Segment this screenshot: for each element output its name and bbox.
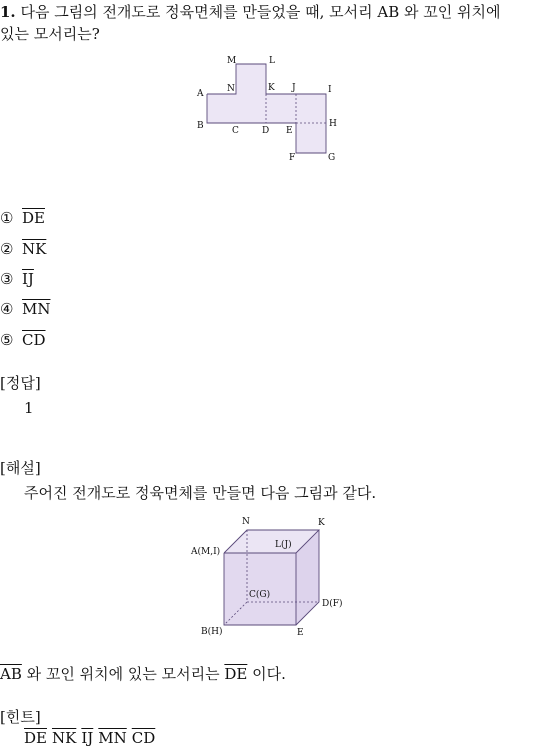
hint-item-ij: $\overline{IJ}$ <box>81 729 94 747</box>
net-label-m: M <box>227 56 237 66</box>
choice-1-text: $\overline{DE}$ <box>22 209 45 227</box>
conclusion-mid: 와 꼬인 위치에 있는 모서리는 <box>21 665 225 683</box>
choice-2[interactable] <box>0 239 46 259</box>
cube-label-e: E <box>297 628 304 638</box>
net-label-e: E <box>286 126 293 136</box>
net-face-bottom <box>296 123 326 153</box>
conclusion-de: $\overline{DE}$ <box>224 665 248 683</box>
answer-value: 1 <box>24 399 34 417</box>
net-label-g: G <box>328 153 336 163</box>
cube-label-lj: L(J) <box>275 540 292 550</box>
net-label-l: L <box>269 56 275 66</box>
question-line-1 <box>0 2 501 22</box>
hint-item-de: $\overline{DE}$ <box>24 729 47 747</box>
net-label-a: A <box>197 89 204 99</box>
question-number: 1. <box>0 3 16 21</box>
net-face-top <box>236 64 266 94</box>
choice-4[interactable] <box>0 299 50 319</box>
choice-1[interactable] <box>0 208 45 228</box>
net-label-k: K <box>268 83 275 93</box>
choice-4-text: $\overline{MN}$ <box>22 300 51 318</box>
choice-5-marker: ⑤ <box>0 331 14 349</box>
choice-3-text: $\overline{IJ}$ <box>22 270 34 288</box>
cube-label-bh: B(H) <box>201 627 223 637</box>
choice-2-text: $\overline{NK}$ <box>22 240 47 258</box>
hint-item-mn: $\overline{MN}$ <box>98 729 127 747</box>
net-face-row <box>207 94 326 123</box>
cube-label-k: K <box>318 518 325 528</box>
choice-5[interactable] <box>0 330 46 350</box>
choice-3-marker: ③ <box>0 270 14 288</box>
choice-1-marker: ① <box>0 209 14 227</box>
net-label-c: C <box>232 126 239 136</box>
choice-5-text: $\overline{CD}$ <box>22 331 46 349</box>
explanation-text: 주어진 전개도로 정육면체를 만들면 다음 그림과 같다. <box>24 484 377 502</box>
hint-item-cd: $\overline{CD}$ <box>131 729 156 747</box>
cube-net-svg <box>190 52 350 167</box>
cube-net-diagram <box>190 52 350 167</box>
question-text-pre: 다음 그림의 전개도로 정육면체를 만들었을 때, 모서리 <box>20 3 378 21</box>
cube-label-cg: C(G) <box>249 590 271 600</box>
question-line-2: 있는 모서리는? <box>0 25 100 43</box>
question-text-post: 와 꼬인 위치에 <box>399 3 501 21</box>
net-label-n: N <box>227 84 235 94</box>
conclusion-post: 이다. <box>247 665 286 683</box>
cube-svg <box>185 512 355 642</box>
cube-label-ami: A(M,I) <box>191 547 221 557</box>
explanation-label: [해설] <box>0 459 41 477</box>
answer-label: [정답] <box>0 374 41 392</box>
cube-diagram <box>185 512 355 642</box>
cube-label-n: N <box>242 517 250 527</box>
net-label-h: H <box>329 119 337 129</box>
net-label-b: B <box>197 121 204 131</box>
choice-3[interactable] <box>0 269 34 289</box>
choice-2-marker: ② <box>0 240 14 258</box>
conclusion-ab: $\overline{AB}$ <box>0 665 22 683</box>
question-ab: AB <box>377 3 400 21</box>
explanation-conclusion <box>0 664 286 684</box>
hint-items <box>24 728 160 748</box>
net-label-f: F <box>289 153 296 163</box>
net-label-d: D <box>262 126 270 136</box>
hint-item-nk: $\overline{NK}$ <box>51 729 77 747</box>
net-label-j: J <box>292 83 296 93</box>
cube-label-df: D(F) <box>322 599 343 609</box>
choice-4-marker: ④ <box>0 300 14 318</box>
net-label-i: I <box>328 85 332 95</box>
hint-label: [힌트] <box>0 708 41 726</box>
